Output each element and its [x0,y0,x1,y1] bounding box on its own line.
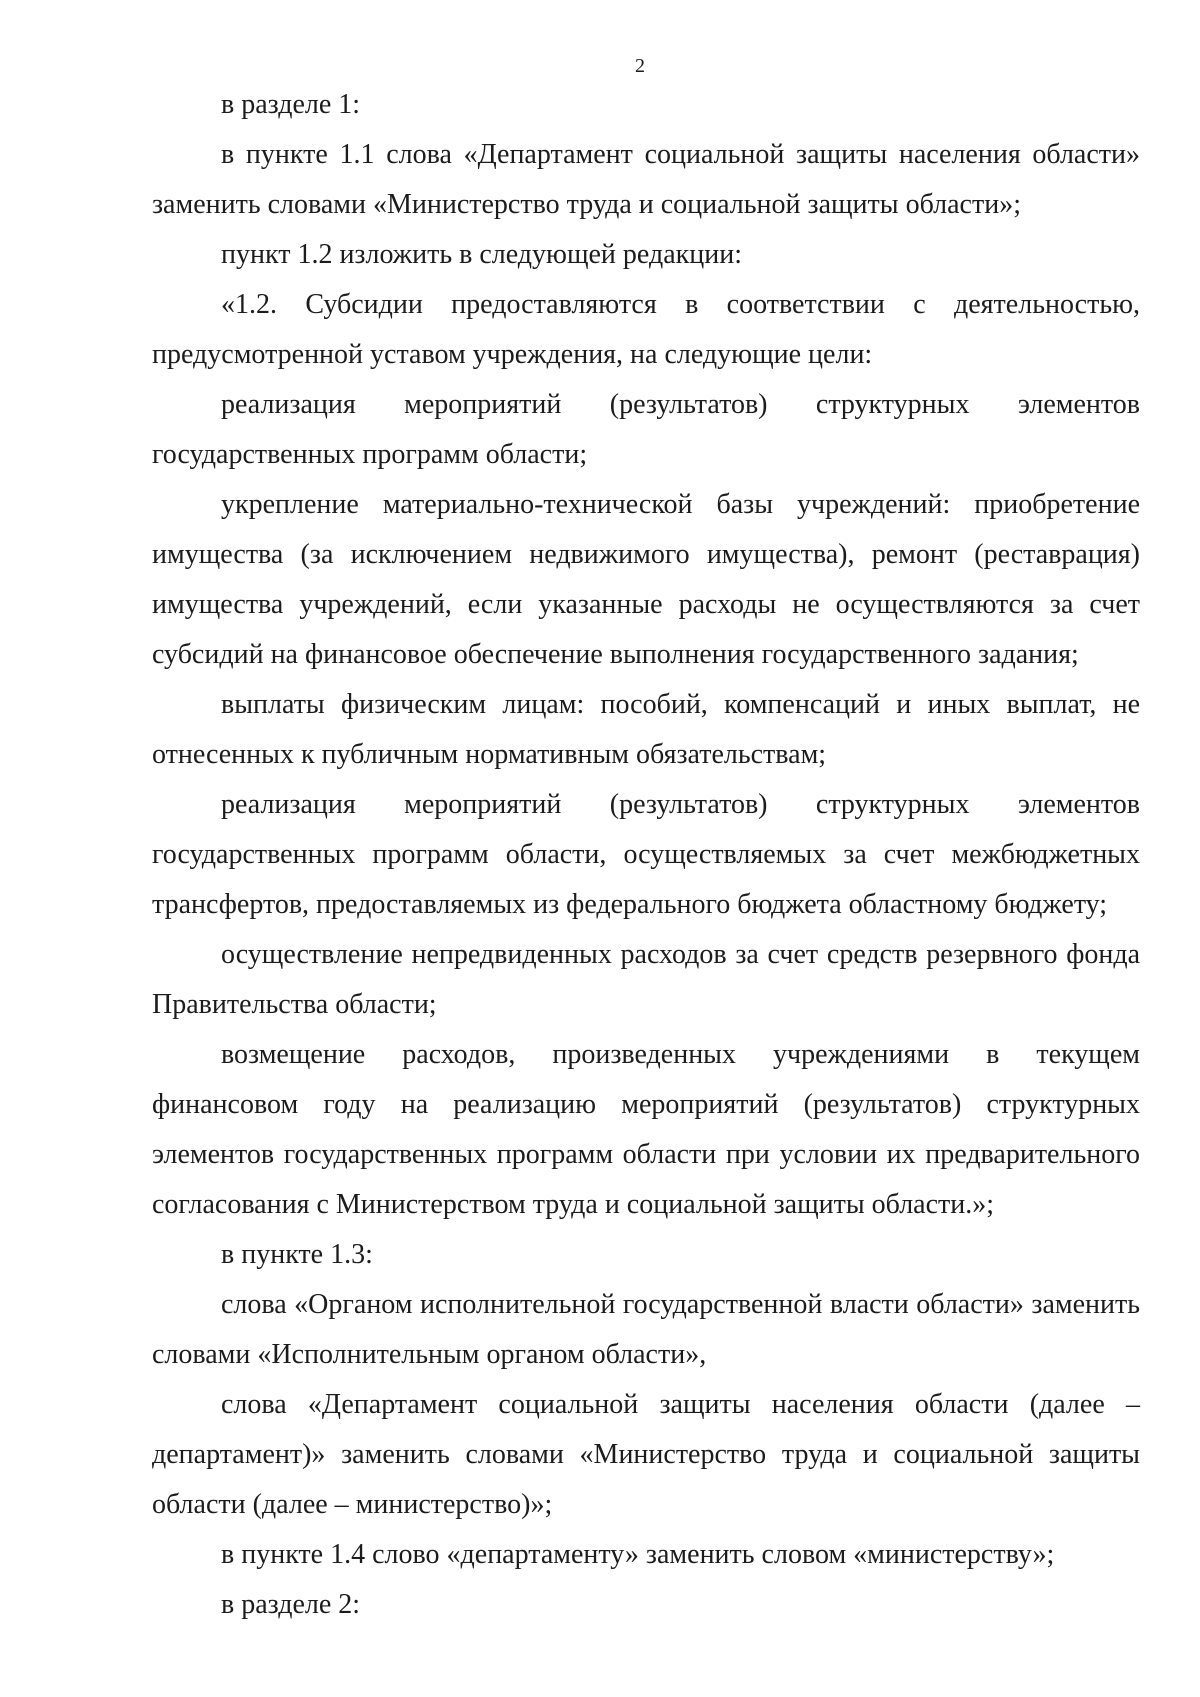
paragraph-point-1-1: в пункте 1.1 слова «Департамент социальной защиты населения области» заменить словами «Министерство труда и социальной защиты области»; [152,139,1140,220]
paragraph-section-1: в разделе 1: [221,89,361,120]
paragraph-goal-6: возмещение расходов, произведенных учреждениями в текущем финансовом году на реализацию мероприятий (результатов) структурных элементов государственных программ области при условии их предварительного согласования с Министерством труда и социальной защиты области.»; [152,1039,1140,1220]
paragraph-point-1-3-b: слова «Департамент социальной защиты населения области (далее – департамент)» заменить словами «Министерство труда и социальной защиты области (далее – министерство)»; [152,1389,1140,1520]
paragraph-goal-4: реализация мероприятий (результатов) структурных элементов государственных программ области, осуществляемых за счет межбюджетных трансфертов, предоставляемых из федерального бюджета областному бюджету; [152,789,1140,920]
paragraph-point-1-2-text: «1.2. Субсидии предоставляются в соответствии с деятельностью, предусмотренной уставом учреждения, на следующие цели: [152,289,1140,370]
page-number: 2 [635,55,645,77]
paragraph-goal-1: реализация мероприятий (результатов) структурных элементов государственных программ области; [152,389,1140,470]
paragraph-point-1-4: в пункте 1.4 слово «департаменту» заменить словом «министерству»; [221,1539,1055,1570]
paragraph-goal-5: осуществление непредвиденных расходов за счет средств резервного фонда Правительства области; [152,939,1140,1020]
document-body [152,80,1140,1630]
paragraph-point-1-3-intro: в пункте 1.3: [221,1239,373,1270]
paragraph-goal-2: укрепление материально-технической базы учреждений: приобретение имущества (за исключением недвижимого имущества), ремонт (реставрация) имущества учреждений, если указанные расходы не осуществляются за счет субсидий на финансовое обеспечение выполнения государственного задания; [152,489,1140,670]
paragraph-point-1-2-intro: пункт 1.2 изложить в следующей редакции: [221,239,742,270]
paragraph-section-2: в разделе 2: [221,1589,361,1620]
paragraph-point-1-3-a: слова «Органом исполнительной государственной власти области» заменить словами «Исполнительным органом области», [152,1289,1140,1370]
paragraph-goal-3: выплаты физическим лицам: пособий, компенсаций и иных выплат, не отнесенных к публичным нормативным обязательствам; [152,689,1140,770]
